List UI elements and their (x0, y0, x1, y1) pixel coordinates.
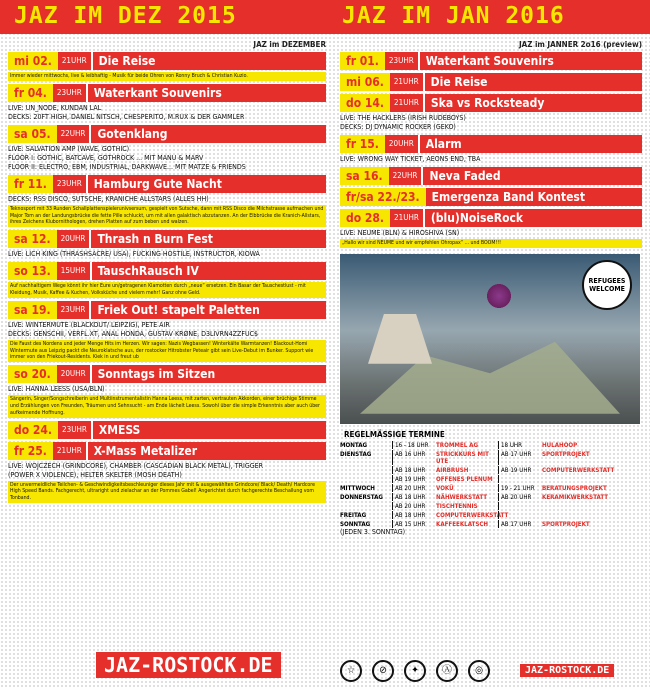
event-row[interactable] (8, 175, 326, 193)
event-title: Alarm (425, 137, 462, 151)
event-title: Sonntags im Sitzen (97, 367, 216, 382)
event-date: mi 02. (8, 52, 58, 70)
event-time: 20UHR (57, 365, 92, 383)
schedule-activity: OFFENES PLENUM (436, 475, 493, 483)
event-date: sa 16. (340, 167, 389, 185)
sunday-note: (JEDEN 3. SONNTAG) (340, 527, 406, 536)
schedule-day (340, 502, 392, 510)
schedule-activity: NÄHWERKSTATT (436, 493, 488, 501)
event-time: 23UHR (385, 52, 420, 70)
event-time: 20UHR (57, 230, 92, 248)
event-description: Die Faust des Nordens und jeder Menge Hits im Herzen. Wir sagen: Nazis Wegbassen! Winterkälte Warmtanzen! Blackout-Homi Wintermute aus Leipzig packt die Neuroklatsche aus, der rostocker Hitrobster Peteair gibt sein Live-Debut im Bunker. Support wie immer von den Friekout-Residents. Kiek in und freut ub (8, 340, 326, 362)
header-bar (0, 0, 650, 34)
event-date: fr 04. (8, 84, 53, 102)
event-row[interactable] (8, 442, 326, 460)
schedule-time: AB 17 UHR (498, 520, 542, 528)
event-title: Thrash n Burn Fest (97, 232, 213, 247)
event-date: sa 05. (8, 125, 57, 143)
regular-schedule-title: REGELMÄSSIGE TERMINE (344, 429, 445, 439)
january-subtitle: JAZ im JANNER 2o16 (preview) (518, 40, 642, 49)
schedule-activity: AIRBRUSH (436, 466, 469, 474)
event-lineup-line: LIVE: UN_NODE, KUNDAN LAL (8, 103, 102, 112)
event-date: so 13. (8, 262, 57, 280)
event-date: fr 25. (8, 442, 53, 460)
schedule-activity: COMPUTERWERKSTATT (542, 466, 615, 474)
schedule-activity: TROMMEL AG (436, 441, 479, 449)
event-date: do 24. (8, 421, 58, 439)
event-time: 21UHR (58, 52, 93, 70)
event-time: 23UHR (58, 421, 93, 439)
antifa-logo-icon: ☆ (340, 660, 362, 682)
schedule-day: SONNTAG (340, 520, 371, 528)
schedule-time: AB 16 UHR (392, 450, 436, 465)
star-logo-icon: ✦ (404, 660, 426, 682)
event-description: Der unvermeidliche Teilchen- & Geschwindigkeitsbeschleuniger dieses Jahr mit & ausgewählten Grindcore/ Black/ Death/ Hardcore High Speed Bands. Fachgerecht, ultraright und zielachar an der Pommes Gabel! Angerichtet durch fachgerechte Beschallung vom Tonband. (8, 481, 326, 503)
schedule-activity (542, 502, 614, 510)
schedule-time: AB 18 UHR (392, 493, 436, 501)
event-row[interactable] (8, 301, 326, 319)
schedule-time: 16 - 18 UHR (392, 441, 436, 449)
event-lineup-line: LIVE: THE HACKLERS (IRISH RUDEBOYS) (340, 114, 466, 122)
event-lineup-line: LIVE: WOJCZECH (GRINDCORE), CHAMBER (CASCADIAN BLACK METAL), TRIGGER (8, 461, 263, 470)
event-lineup-line: LIVE: LICH KING (THRASHSACRE/ USA), FUCKING HOSTILE, INSTRUCTOR, KIOWA (8, 250, 260, 259)
event-title: Hamburg Gute Nacht (93, 176, 222, 191)
schedule-activity: SPORTPROJEKT (542, 520, 590, 528)
december-column (8, 40, 326, 504)
schedule-time: AB 20 UHR (498, 493, 542, 501)
event-date: fr/sa 22./23. (340, 188, 426, 206)
event-date: sa 19. (8, 301, 57, 319)
header-right: JAZ IM JAN 2016 (342, 3, 565, 29)
january-column (340, 40, 642, 537)
schedule-activity: KAFFEEKLATSCH (436, 520, 489, 528)
website-footer-left: JAZ-ROSTOCK.DE (96, 652, 281, 678)
schedule-day: DIENSTAG (340, 450, 372, 458)
event-row[interactable] (8, 84, 326, 102)
event-lineup-line: (POWER X VIOLENCE), HELTER SKELTER (MOSH DEATH) (8, 470, 182, 479)
schedule-time: AB 18 UHR (392, 466, 436, 474)
event-title: Emergenza Band Kontest (431, 190, 585, 204)
header-left: JAZ IM DEZ 2015 (14, 3, 237, 29)
schedule-time (498, 475, 542, 483)
event-date: so 20. (8, 365, 57, 383)
schedule-activity: HULAHOOP (542, 441, 578, 449)
event-time: 20UHR (385, 135, 420, 153)
event-time: 22UHR (389, 167, 424, 185)
event-title: (blu)NoiseRock (430, 211, 524, 225)
event-lineup-line: LIVE: WRONG WAY TICKET, AEONS END, TBA (340, 155, 481, 163)
event-time: 23UHR (53, 84, 88, 102)
event-title: Waterkant Souvenirs (93, 85, 222, 100)
event-time: 21UHR (390, 209, 425, 227)
schedule-activity: COMPUTERWERKSTATT (436, 511, 509, 519)
schedule-day (340, 475, 392, 483)
schedule-time: AB 18 UHR (392, 511, 436, 519)
december-subtitle: JAZ im DEZEMBER (253, 40, 326, 49)
no-nazi-logo-icon: ⊘ (372, 660, 394, 682)
schedule-activity: SPORTPROJEKT (542, 450, 590, 458)
event-row[interactable] (340, 73, 642, 91)
event-row[interactable] (8, 262, 326, 280)
schedule-time: AB 15 UHR (392, 520, 436, 528)
event-description: Sängerin, Singer/Songschreiberin und Multiinstrumentalistin Hanna Leess, mit zarten, vertrauten Akkorden, einer brüchige Stimme und Erzählungen von Freunden, Träumen und Sehnsucht - am Ende lächelt Leess. Sowohl über die simple Erkenntnis aber auch über aufkeimende Hoffnung. (8, 395, 326, 417)
event-time: 15UHR (57, 262, 92, 280)
event-title: Neva Faded (429, 169, 501, 183)
schedule-time: 18 UHR (498, 441, 542, 449)
schedule-day: MITTWOCH (340, 484, 375, 492)
event-row[interactable] (8, 125, 326, 143)
event-lineup-line: LIVE: NEUME (BLN) & HIROSHIVA (SN) (340, 229, 460, 237)
event-title: XMESS (98, 422, 141, 437)
schedule-activity (542, 511, 614, 519)
website-footer-right: JAZ-ROSTOCK.DE (520, 664, 614, 677)
schedule-time: 19 - 21 UHR (498, 484, 542, 492)
event-date: fr 11. (8, 175, 53, 193)
event-lineup-line: LIVE: HANNA LEESS (USA/BLN) (8, 385, 105, 394)
event-time: 23UHR (53, 175, 88, 193)
event-description: Immer wieder mittwochs, live & leibhaftig - Musik für beide Ohren von Ronny Bruch & Christian Kuzio. (8, 72, 326, 81)
schedule-time (498, 502, 542, 510)
event-lineup-line: DECKS: RSS DISCO, SUTSCHE, KRANICHE ALLSTARS (ALLES HH) (8, 194, 209, 203)
event-title: TauschRausch IV (97, 264, 199, 279)
event-date: sa 12. (8, 230, 57, 248)
event-date: do 28. (340, 209, 390, 227)
schedule-time: AB 20 UHR (392, 502, 436, 510)
schedule-time: AB 17 UHR (498, 450, 542, 465)
event-lineup-line: DECKS: 20FT HIGH, DANIEL NITSCH, CHESPERITO, M.RUX & DER GAMMLER (8, 112, 245, 121)
schedule-time (498, 511, 542, 519)
event-title: Ska vs Rocksteady (430, 96, 545, 110)
anarchy-logo-icon: Ⓐ (436, 660, 458, 682)
event-description: Teknosport mit 33 Runden Schallplattenspielerunivsersum, gespielt von Sutsche, dann mit RSS Disco die Milchstrasse aufmachen und Major Tom an der Landungsbrücke die fette Pille schluckt, um mit allen galaktisch abzutanzen. An der Elbbrücke die Kranich-Allstars, ihres Zeichens Klubornithologen, drehen Platten auf zum beben und walzen. (8, 205, 326, 227)
event-lineup-line: LIVE: SALVATION AMP (WAVE, GOTHIC) (8, 144, 130, 153)
event-description: Auf nachhaltigem Wege könnt ihr hier Eure un/getragenen Klamotten durch „neue“ ersetzen. Ein Basar der Tauschestlust - mit Kleidung, Musik, Kaffee & Kuchen, Volksküche und vielem mehr! Ganz ohne Geld. (8, 282, 326, 298)
schedule-time: AB 19 UHR (498, 466, 542, 474)
schedule-activity (542, 475, 614, 483)
mural-thistle-shape (485, 282, 513, 310)
mural-photo (340, 254, 640, 424)
event-row[interactable] (8, 421, 326, 439)
event-row[interactable] (340, 188, 642, 206)
event-time: 23UHR (57, 301, 92, 319)
schedule-activity: VOKÜ (436, 484, 454, 492)
event-description: „Hallo wir sind NEUME und wir empfehlen Ohropax“ ... und BOOM!!! (340, 239, 642, 248)
event-time: 21UHR (53, 442, 88, 460)
event-lineup-line: DECKS: GENSCHII, VERFL.XT, ANAL HONDA, GUSTAV KRØNE, D3LIVRN4ZZFUC$ (8, 329, 258, 338)
refugees-welcome-badge: REFUGEES WELCOME (582, 260, 632, 310)
event-lineup-line: FLOOR I: GOTHIC, BATCAVE, GOTHROCK ... MIT MANU & MARV (8, 153, 204, 162)
event-lineup-line: FLOOR II: ELECTRO, EBM, INDUSTRIAL, DARKWAVE... MIT MATZE & FRIENDS (8, 162, 246, 171)
schedule-activity: STRICKKURS MIT UTE (436, 450, 489, 465)
schedule-day: DONNERSTAG (340, 493, 383, 501)
event-row[interactable] (8, 230, 326, 248)
event-title: X-Mass Metalizer (93, 443, 198, 458)
event-title: Waterkant Souvenirs (425, 54, 554, 68)
schedule-activity: TISCHTENNIS (436, 502, 478, 510)
event-row[interactable] (340, 52, 642, 70)
event-row[interactable] (340, 209, 642, 227)
event-row[interactable] (340, 94, 642, 112)
regular-schedule (340, 430, 640, 537)
event-title: Gotenklang (97, 126, 168, 141)
schedule-day: MONTAG (340, 441, 368, 449)
event-date: fr 01. (340, 52, 385, 70)
schedule-activity: BERATUNGSPROJEKT (542, 484, 607, 492)
event-title: Die Reise (430, 75, 488, 89)
event-row[interactable] (340, 167, 642, 185)
event-title: Friek Out! stapelt Paletten (97, 302, 260, 317)
mural-ship-shape (360, 314, 440, 364)
event-time: 21UHR (390, 73, 425, 91)
event-time: 21UHR (390, 94, 425, 112)
schedule-time: AB 19 UHR (392, 475, 436, 483)
schedule-activity: KERAMIKWERKSTATT (542, 493, 609, 501)
event-lineup-line: DECKS: DJ DYNAMIC ROCKER (GEKO) (340, 123, 456, 131)
schedule-day (340, 466, 392, 474)
event-row[interactable] (8, 52, 326, 70)
event-lineup-line: LIVE: WINTERMUTE (BLACKOUT/ LEIPZIG), PETE AIR (8, 320, 170, 329)
schedule-day: FREITAG (340, 511, 367, 519)
event-date: fr 15. (340, 135, 385, 153)
event-date: do 14. (340, 94, 390, 112)
schedule-time: AB 20 UHR (392, 484, 436, 492)
regular-schedule-grid (340, 441, 640, 528)
event-row[interactable] (8, 365, 326, 383)
event-title: Die Reise (98, 54, 156, 68)
event-time: 22UHR (57, 125, 92, 143)
event-date: mi 06. (340, 73, 390, 91)
globe-logo-icon: ◎ (468, 660, 490, 682)
event-row[interactable] (340, 135, 642, 153)
